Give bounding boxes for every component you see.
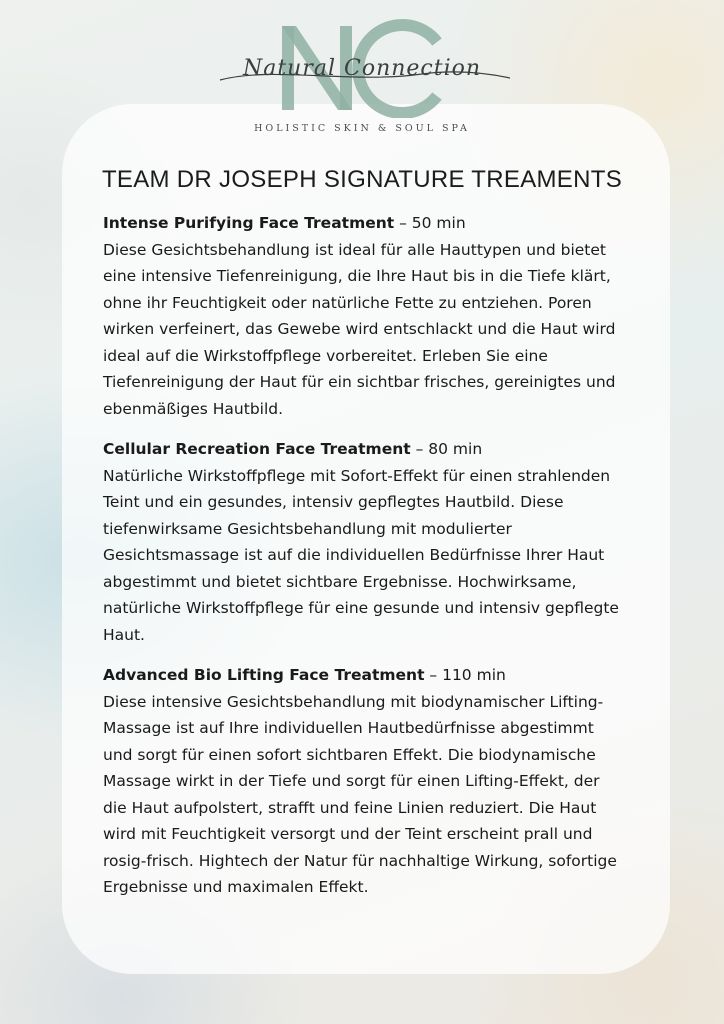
treatment-duration: – 110 min [424, 666, 506, 684]
treatment-duration: – 50 min [394, 214, 466, 232]
page-title: TEAM DR JOSEPH SIGNATURE TREAMENTS [101, 166, 623, 193]
treatment-description: Natürliche Wirkstoffpflege mit Sofort-Effekt für einen strahlenden Teint und ein gesundes, intensiv gepflegtes Hautbild. Diese tiefenwirksame Gesichtsbehandlung mit modulierter Gesichtsmassage ist auf die individuellen Bedürfnisse Ihrer Haut abgestimmt und bietet sichtbare Ergebnisse. Hochwirksame, natürliche Wirkstoffpflege für eine gesunde und intensiv gepflegte Haut. [103, 466, 619, 644]
treatment-item [103, 436, 623, 648]
treatment-item [103, 210, 623, 422]
treatment-name: Intense Purifying Face Treatment [103, 214, 395, 232]
treatment-description: Diese intensive Gesichtsbehandlung mit biodynamischer Lifting-Massage ist auf Ihre individuellen Hautbedürfnisse abgestimmt und sorgt für einen sofort sichtbaren Effekt. Die biodynamische Massage wirkt in der Tiefe und sorgt für einen Lifting-Effekt, der die Haut aufpolstert, strafft und feine Linien reduziert. Die Haut wird mit Feuchtigkeit versorgt und der Teint erscheint prall und rosig-frisch. Hightech der Natur für nachhaltige Wirkung, sofortige Ergebnisse und maximalen Effekt. [103, 692, 617, 896]
brand-script-name: Natural Connection [242, 56, 482, 81]
treatment-name: Advanced Bio Lifting Face Treatment [103, 666, 425, 684]
treatment-duration: – 80 min [410, 440, 483, 458]
treatment-description: Diese Gesichtsbehandlung ist ideal für alle Hauttypen und bietet eine intensive Tiefenreinigung, die Ihre Haut bis in die Tiefe klärt, ohne ihr Feuchtigkeit oder natürliche Fette zu entziehen. Poren wirken verfeinert, das Gewebe wird entschlackt und die Haut wird ideal auf die Wirkstoffpflege vorbereitet. Erleben Sie eine Tiefenreinigung der Haut für ein sichtbar frisches, gereinigtes und ebenmäßiges Hautbild. [103, 240, 616, 418]
brand-tagline: HOLISTIC SKIN & SOUL SPA [254, 123, 470, 134]
treatment-name: Cellular Recreation Face Treatment [103, 440, 411, 458]
brand-logo [212, 18, 512, 138]
treatment-item [103, 662, 623, 901]
treatment-list [103, 210, 623, 915]
